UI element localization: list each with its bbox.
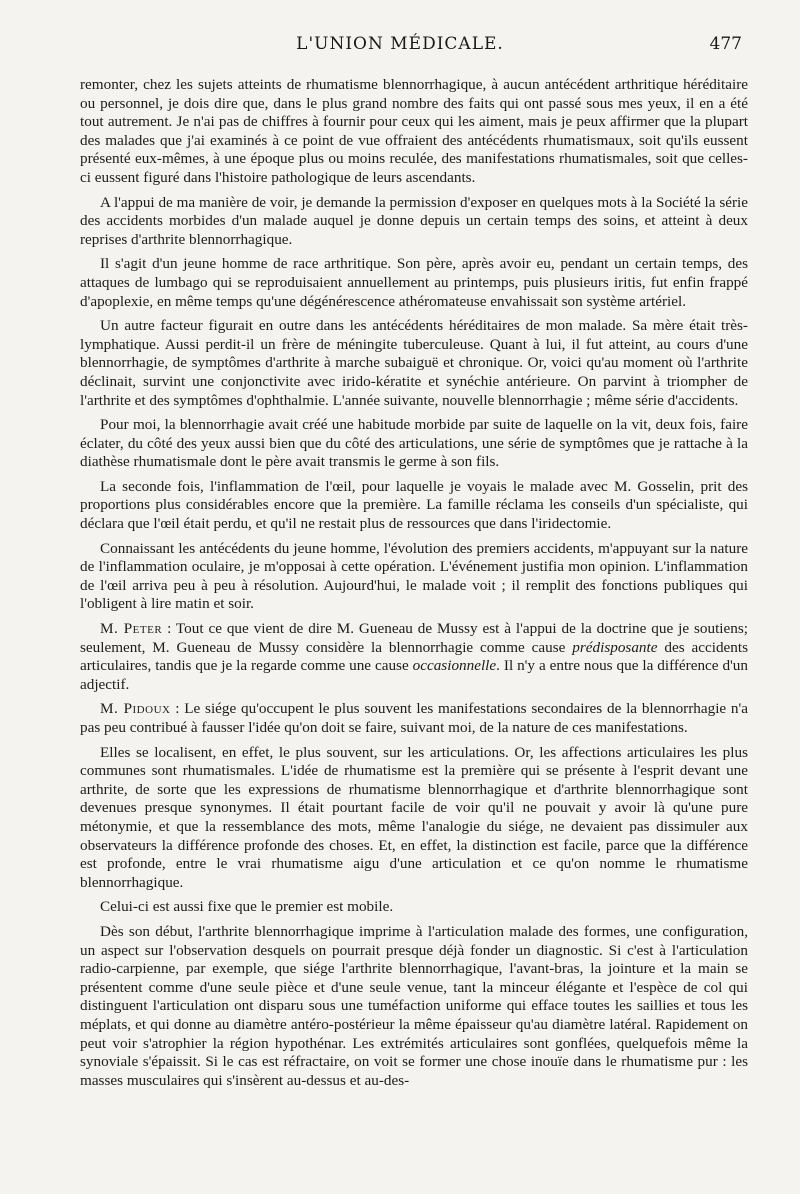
paragraph: Dès son début, l'arthrite blennorrhagique imprime à l'articulation malade des formes, une configuration, un aspect sur l'observation desquels on pourrait presque déjà fonder un diagnostic. Si c'est à l'articulation radio-carpienne, par exemple, que siége l'arthrite blennorrhagique, l'avant-bras, la jointure et la main se présentent comme d'une seule pièce et d'une seule venue, tant la minceur élégante et l'espèce de col qui distinguent l'articulation ont disparu sous une tuméfaction uniforme qui efface toutes les saillies et tous les méplats, et qui donne au diamètre antéro-postérieur la même épaisseur qu'au diamètre latéral. Rapidement on peut voir s'atrophier la région hypothénar. Les extrémités articulaires sont gonflées, quelquefois même la synoviale s'épaissit. Si le cas est réfractaire, on voit se former une chose inouïe dans le rhumatisme pur : les masses musculaires qui s'insèrent au-dessus et au-des- (80, 922, 748, 1089)
paragraph: remonter, chez les sujets atteints de rhumatisme blennorrhagique, à aucun antécédent arthritique héréditaire ou personnel, je dois dire que, dans le plus grand nombre des faits qui ont passé sous mes yeux, il en a été tout autrement. Je n'ai pas de chiffres à fournir pour ceux qui les aiment, mais je peux affirmer que la plupart des malades que j'ai examinés à ce point de vue offraient des antécédents rhumatismaux, soit qu'ils eussent présenté eux-mêmes, à une époque plus ou moins reculée, des manifestations rhumatismales, soit que celles-ci eussent figuré dans l'histoire pathologique de leurs ascendants. (80, 76, 748, 186)
paragraph: Connaissant les antécédents du jeune homme, l'évolution des premiers accidents, m'appuyant sur la nature de l'inflammation oculaire, je m'opposai à cette opération. L'événement justifia mon opinion. L'inflammation de l'œil arriva peu à peu à résolution. Aujourd'hui, le malade voit ; il remplit des fonctions publiques qui l'obligent à lire matin et soir. (80, 539, 748, 613)
italic-term: prédisposante (572, 638, 658, 656)
paragraph: Celui-ci est aussi fixe que le premier est mobile. (100, 898, 394, 916)
paragraph: Il s'agit d'un jeune homme de race arthritique. Son père, après avoir eu, pendant un certain temps, des attaques de lumbago qui se reproduisaient annuellement au printemps, puis plusieurs iritis, fut enfin frappé d'apoplexie, en même temps qu'une dégénérescence athéromateuse envahissait son système artériel. (80, 255, 748, 310)
page-number: 477 (709, 34, 742, 54)
speaker-name: M. Peter (100, 620, 163, 638)
paragraph: Un autre facteur figurait en outre dans les antécédents héréditaires de mon malade. Sa mère était très-lymphatique. Aussi perdit-il un frère de méningite tuberculeuse. Quant à lui, il fut atteint, au cours d'une blennorrhagie, de symptômes d'arthrite à marche subaiguë et chronique. Or, voici qu'au moment où l'arthrite déclinait, survint une conjonctivite avec irido-kératite et synéchie antérieure. On parvint à triompher de l'arthrite et des symptômes d'ophthalmie. L'année suivante, nouvelle blennorrhagie ; même série d'accidents. (80, 317, 748, 409)
paragraph-text: : Tout ce que vient de dire M. Gueneau de Mussy est à l'appui de la doctrine que je soutiens; seulement, M. Gueneau de Mussy considère la blennorrhagie comme cause (80, 620, 748, 656)
paragraph-text: des accidents articulaires, tandis que je la regarde comme une cause (80, 638, 748, 675)
paragraph: A l'appui de ma manière de voir, je demande la permission d'exposer en quelques mots à la Société la série des accidents morbides d'un malade auquel je donne depuis un certain temps des soins, et atteint à deux reprises d'arthrite blennorrhagique. (80, 193, 748, 248)
page-header (0, 34, 800, 58)
paragraph-pidoux (80, 700, 748, 737)
paragraph: La seconde fois, l'inflammation de l'œil, pour laquelle je voyais le malade avec M. Gosselin, prit des proportions plus considérables encore que la première. La famille réclama les conseils d'un spécialiste, qui déclara que l'œil était perdu, et qu'il ne restait plus de ressources que dans l'iridectomie. (80, 477, 748, 533)
paragraph-peter (80, 620, 748, 694)
speaker-name: M. Pidoux (100, 700, 171, 718)
italic-term: occasionnelle (412, 657, 497, 675)
paragraph-text: : Le siége qu'occupent le plus souvent les manifestations secondaires de la blennorrhagie n'a pas peu contribué à fausser l'idée qu'on doit se faire, suivant moi, de la nature de ces manifestations. (80, 700, 749, 736)
body-text (80, 76, 748, 1096)
running-title: L'UNION MÉDICALE. (296, 34, 504, 54)
paragraph: Elles se localisent, en effet, le plus souvent, sur les articulations. Or, les affections articulaires les plus communes sont rhumatismales. L'idée de rhumatisme est la première qui se présente à l'esprit devant une arthrite, de sorte que les expressions de rhumatisme blennorrhagique et d'arthrite blennorrhagique sont devenues presque synonymes. Il était pourtant facile de voir qu'il ne pouvait y avoir là qu'une pure métonymie, et que la ressemblance des mots, même l'analogie du siége, ne devaient pas dissimuler aux observateurs la différence profonde des choses. Et, en effet, la distinction est facile, parce que la différence est profonde, entre le vrai rhumatisme aigu d'une articulation et ce qu'on nomme le rhumatisme blennorrhagique. (80, 743, 748, 891)
paragraph-text: . Il n'y a entre nous que la différence d'un adjectif. (80, 657, 748, 693)
paragraph: Pour moi, la blennorrhagie avait créé une habitude morbide par suite de laquelle on la vit, deux fois, faire éclater, du côté des yeux aussi bien que du côté des articulations, une série de symptômes que je rattache à la diathèse rhumatismale dont le père avait transmis le germe à son fils. (80, 416, 748, 471)
